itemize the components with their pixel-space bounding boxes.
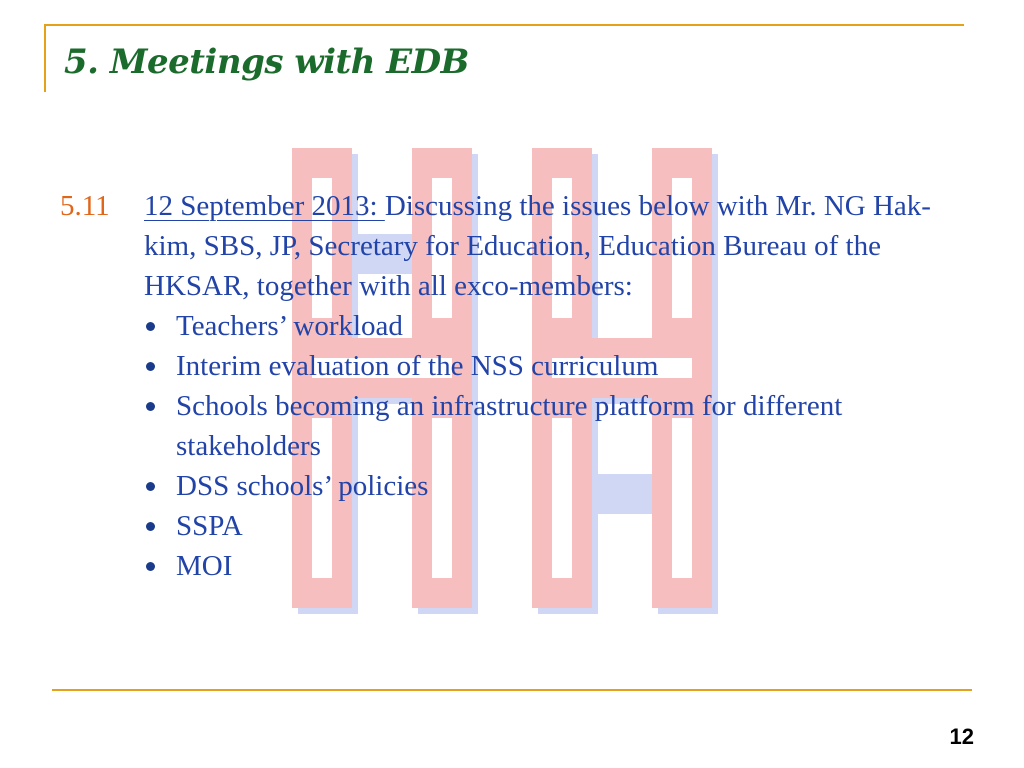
slide-content <box>60 186 960 586</box>
list-item <box>144 466 960 506</box>
list-item <box>144 346 960 386</box>
bullet-icon <box>146 402 155 411</box>
meeting-intro: Discussing the issues below with Mr. NG Hak-kim, SBS, JP, Secretary for Education, Education Bureau of the HKSAR, together with all exco-members: <box>144 190 931 302</box>
bullet-icon <box>146 522 155 531</box>
bullet-icon <box>146 482 155 491</box>
list-item <box>144 306 960 346</box>
meeting-date: 12 September 2013: <box>144 190 385 222</box>
list-item-text: MOI <box>176 550 233 582</box>
issue-list <box>144 306 960 586</box>
slide-title: 5. Meetings with EDB <box>64 42 469 82</box>
list-item-text: Schools becoming an infrastructure platform for different stakeholders <box>176 390 843 462</box>
bullet-icon <box>146 562 155 571</box>
list-item-text: DSS schools’ policies <box>176 470 429 502</box>
list-item <box>144 506 960 546</box>
item-number: 5.11 <box>60 190 110 222</box>
list-item <box>144 386 960 466</box>
bullet-icon <box>146 322 155 331</box>
bullet-icon <box>146 362 155 371</box>
list-item-text: Teachers’ workload <box>176 310 403 342</box>
list-item-text: Interim evaluation of the NSS curriculum <box>176 350 659 382</box>
page-number: 12 <box>949 724 974 749</box>
left-border-line <box>44 24 46 92</box>
list-item-text: SSPA <box>176 510 243 542</box>
top-border-line <box>44 24 964 26</box>
bottom-border-line <box>52 689 972 691</box>
agenda-item <box>60 186 960 586</box>
item-description <box>144 186 960 306</box>
list-item <box>144 546 960 586</box>
